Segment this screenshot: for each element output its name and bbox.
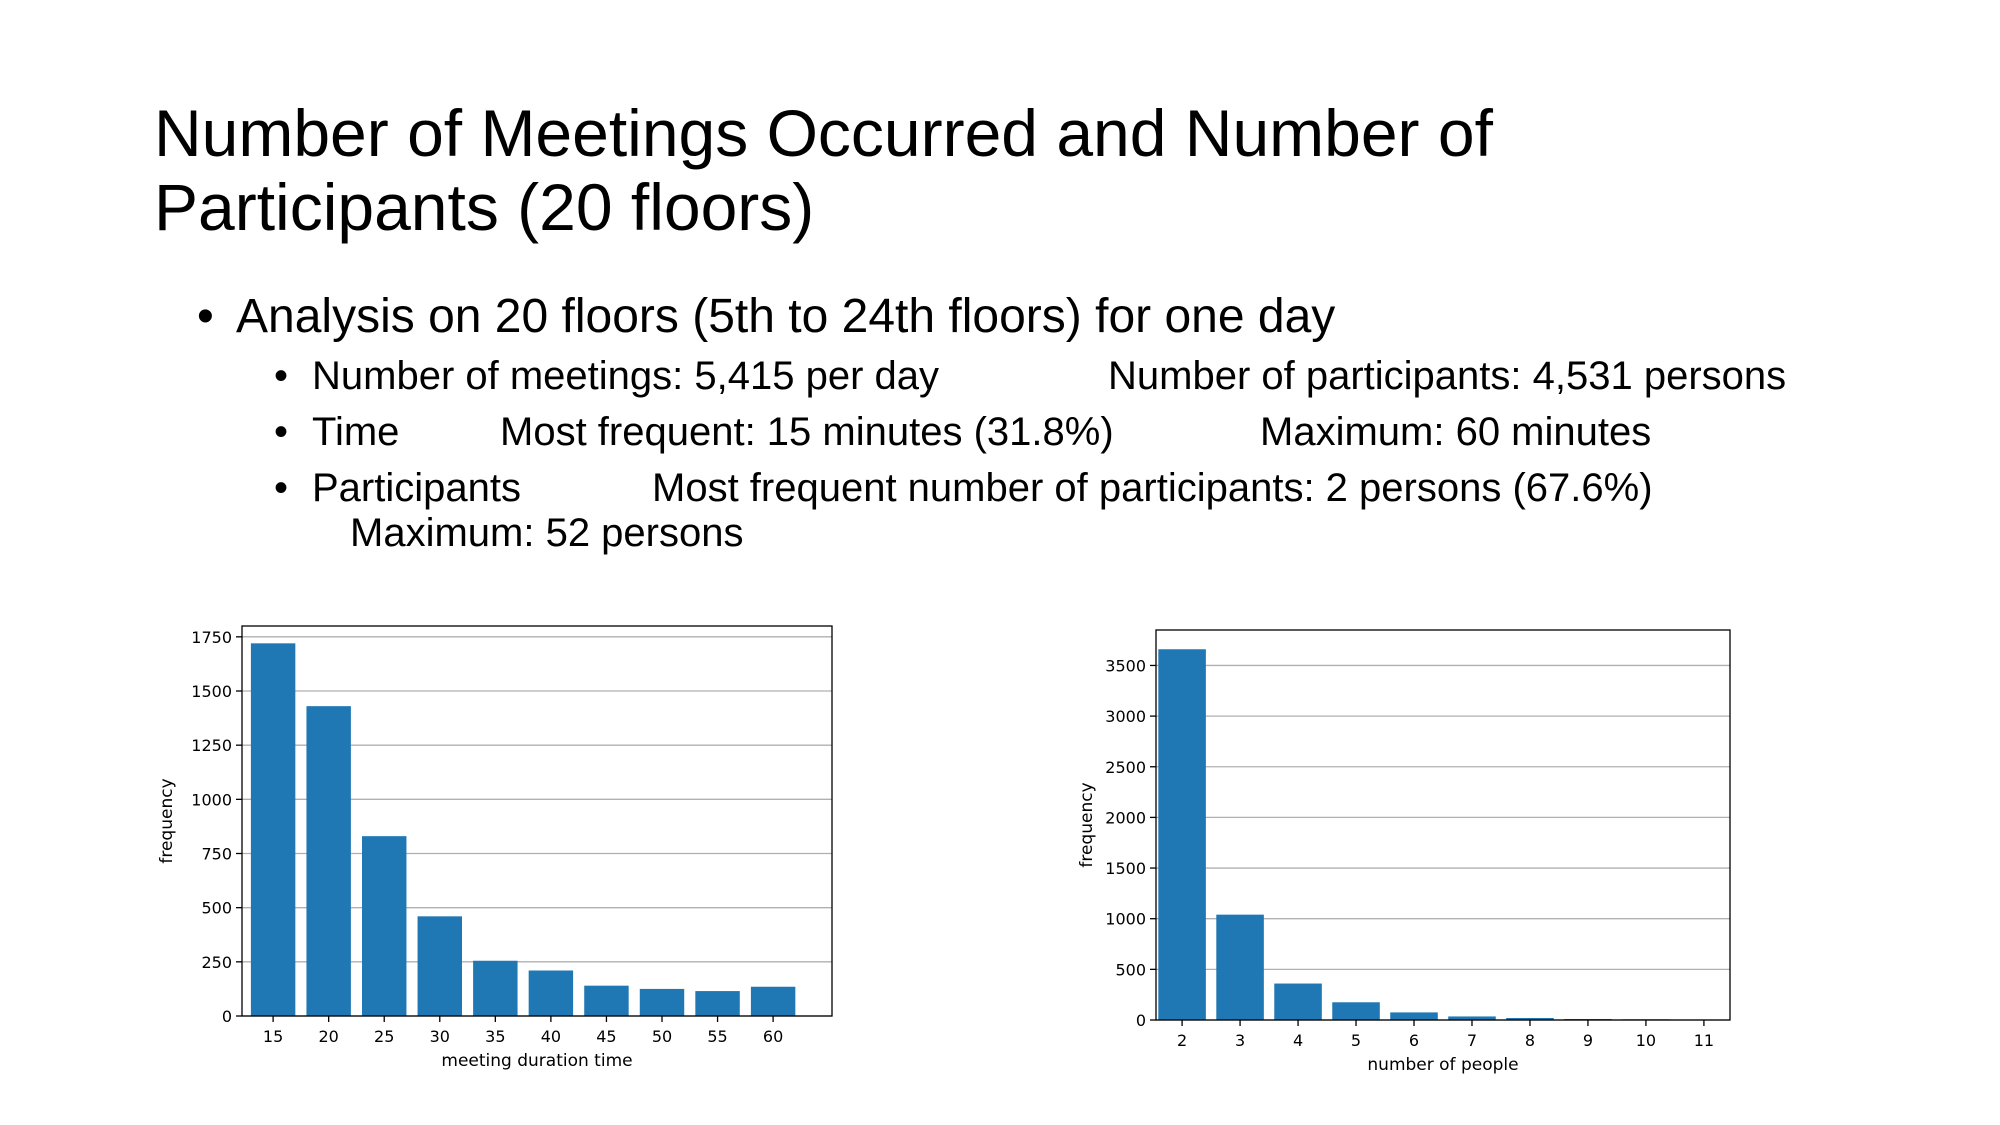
y-tick-label: 500	[201, 898, 232, 918]
x-tick-label: 8	[1524, 1031, 1536, 1050]
duration-bar	[362, 836, 406, 1016]
x-tick-label: 40	[540, 1027, 562, 1046]
x-tick-label: 25	[374, 1027, 395, 1046]
y-tick-label: 500	[1115, 960, 1146, 980]
time-most-frequent: Most frequent: 15 minutes (31.8%)	[500, 410, 1114, 454]
y-axis-label: frequency	[157, 778, 177, 864]
y-tick-label: 3500	[1105, 656, 1146, 676]
x-tick-label: 7	[1466, 1031, 1478, 1050]
x-tick-label: 6	[1408, 1031, 1420, 1050]
time-maximum: Maximum: 60 minutes	[1260, 410, 1652, 454]
y-tick-label: 1250	[191, 736, 232, 756]
participants-maximum: Maximum: 52 persons	[350, 511, 744, 555]
duration-bar	[473, 961, 517, 1016]
x-tick-label: 20	[318, 1027, 339, 1046]
participants-bar	[1158, 649, 1206, 1020]
y-tick-label: 750	[201, 844, 232, 864]
y-tick-label: 0	[221, 1007, 232, 1026]
x-tick-label: 2	[1176, 1031, 1188, 1050]
participants-label: Participants	[312, 466, 521, 510]
x-tick-label: 4	[1292, 1031, 1304, 1050]
participants-bar	[1216, 915, 1264, 1020]
time-label: Time	[312, 410, 400, 454]
y-tick-label: 1500	[191, 682, 232, 701]
duration-bar	[751, 987, 795, 1016]
participants-bar	[1390, 1012, 1438, 1020]
x-axis-label: number of people	[1367, 1055, 1519, 1075]
x-tick-label: 60	[762, 1027, 784, 1046]
duration-bar	[529, 971, 573, 1017]
title-line-1: Number of Meetings Occurred and Number of	[154, 96, 1493, 170]
y-tick-label: 1000	[1105, 909, 1146, 929]
y-axis-label: frequency	[1077, 782, 1097, 868]
y-tick-label: 2500	[1105, 757, 1146, 777]
duration-bar	[640, 989, 684, 1016]
participants-count: Number of participants: 4,531 persons	[1108, 354, 1787, 398]
x-tick-label: 11	[1693, 1031, 1715, 1050]
x-tick-label: 35	[485, 1027, 506, 1046]
meetings-count: Number of meetings: 5,415 per day	[312, 354, 940, 398]
y-tick-label: 250	[201, 952, 232, 972]
x-tick-label: 55	[707, 1027, 728, 1046]
x-axis-label: meeting duration time	[441, 1051, 633, 1071]
x-tick-label: 3	[1234, 1031, 1246, 1050]
duration-bar	[251, 643, 295, 1016]
participants-histogram	[1060, 610, 1780, 1090]
duration-bar	[695, 991, 739, 1016]
duration-bar	[584, 986, 628, 1016]
y-tick-label: 1750	[191, 627, 232, 647]
x-tick-label: 30	[429, 1027, 450, 1046]
duration-histogram	[140, 610, 860, 1090]
bullet-dot: •	[197, 290, 214, 343]
participants-bar	[1332, 1002, 1380, 1020]
y-tick-label: 1000	[191, 790, 232, 810]
x-tick-label: 5	[1350, 1031, 1362, 1050]
bullet-main: Analysis on 20 floors (5th to 24th floors) for one day	[236, 290, 1336, 343]
duration-bar	[418, 916, 462, 1016]
bullet-dot: •	[274, 410, 289, 454]
participants-bar	[1274, 984, 1322, 1020]
x-tick-label: 9	[1582, 1031, 1594, 1050]
x-tick-label: 50	[651, 1027, 673, 1046]
y-tick-label: 0	[1135, 1011, 1146, 1030]
bullet-dot: •	[274, 354, 289, 398]
x-tick-label: 15	[262, 1027, 284, 1046]
title-line-2: Participants (20 floors)	[154, 170, 815, 244]
x-tick-label: 10	[1635, 1031, 1657, 1050]
duration-bar	[306, 706, 350, 1016]
participants-most-frequent: Most frequent number of participants: 2 persons (67.6%)	[652, 466, 1653, 510]
x-tick-label: 45	[596, 1027, 617, 1046]
y-tick-label: 2000	[1105, 808, 1146, 828]
y-tick-label: 3000	[1105, 707, 1146, 727]
y-tick-label: 1500	[1105, 859, 1146, 879]
bullet-dot: •	[274, 466, 289, 510]
